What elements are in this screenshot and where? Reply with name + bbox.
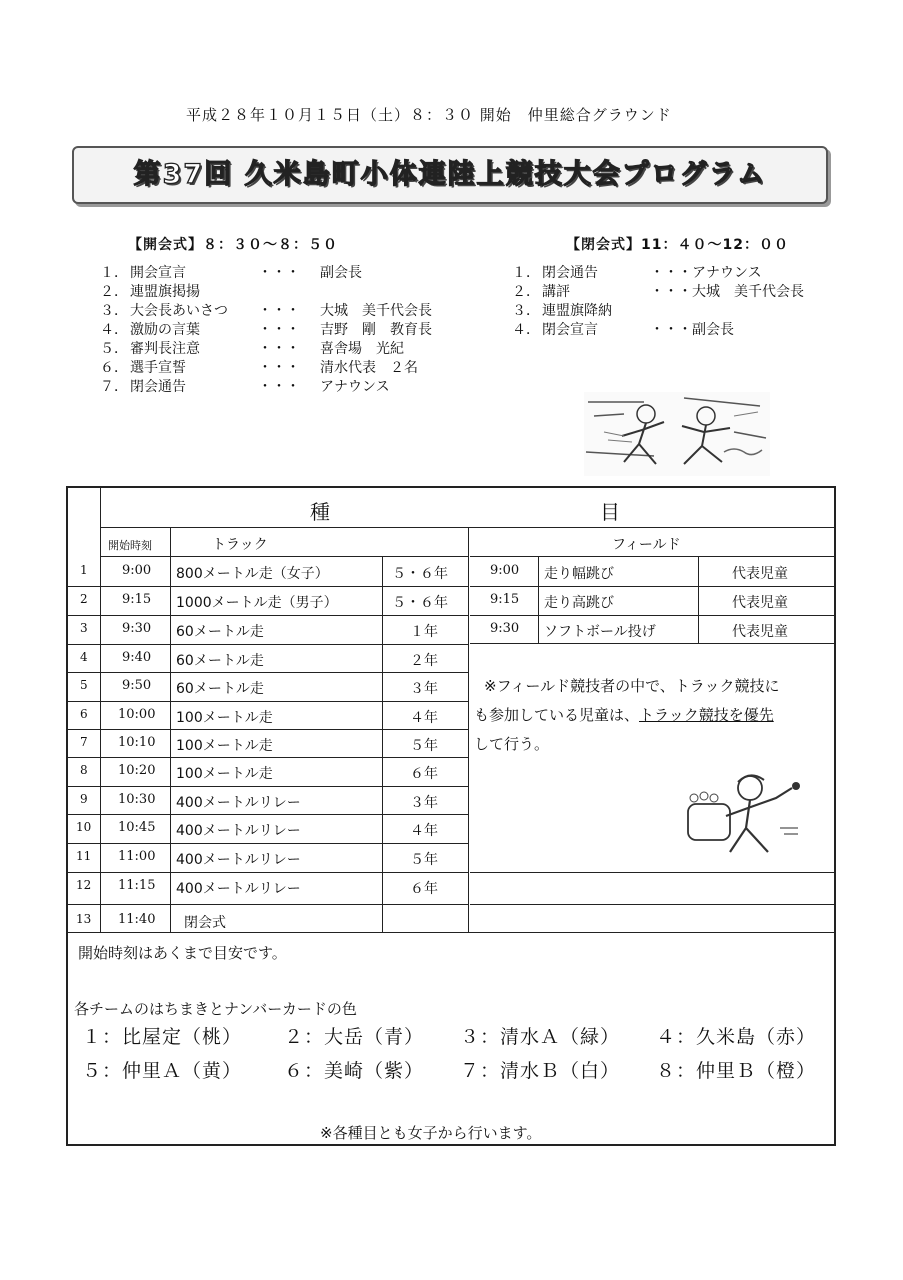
grid-line [468,527,469,932]
grid-line [470,556,835,557]
opening-item-dots: ・・・ [258,360,300,376]
ball-throw-illustration [680,768,810,860]
field-note-line2 [474,701,774,729]
closing-item-person: ・・・副会長 [650,322,734,338]
row-number: 7 [80,735,88,749]
opening-item [100,300,432,320]
track-event: 400メートルリレー [176,881,301,897]
field-note-line2-text: も参加している児童は、 [474,706,640,724]
track-time: 9:00 [122,563,152,578]
row-number: 2 [80,592,88,606]
field-time: 9:15 [490,592,520,607]
team-color-item: ４：久米島（赤） [656,1026,817,1048]
opening-item-person: 喜舎場 光紀 [320,341,404,357]
opening-item [100,281,320,301]
program-title: 第37回 久米島町小体連陸上競技大会プログラム [133,159,767,190]
team-color-item: ２：大岳（青） [284,1026,425,1048]
track-event: 400メートルリレー [176,823,301,839]
opening-item-name: 連盟旗掲揚 [130,284,200,300]
track-event: 800メートル走（女子） [176,566,329,582]
opening-item-number: ６． [100,360,128,376]
opening-item-number: ７． [100,379,128,395]
closing-item-name: 連盟旗降納 [542,303,612,319]
track-grade: ５年 [410,852,438,868]
opening-item-name: 閉会通告 [130,379,186,395]
grid-line [66,786,468,787]
field-time: 9:30 [490,621,520,636]
track-grade: ６年 [410,881,438,897]
team-color-item: １：比屋定（桃） [82,1026,243,1048]
row-number: 13 [76,912,92,926]
closing-item-number: ３． [512,303,540,319]
opening-item-dots: ・・・ [258,265,300,281]
title-banner [72,146,828,204]
opening-item [100,338,404,358]
grid-line [66,872,468,873]
opening-item-number: ５． [100,341,128,357]
closing-item-person: ・・・アナウンス [650,265,762,281]
track-event: 1000メートル走（男子） [176,595,338,611]
opening-item [100,357,418,377]
grid-line [470,643,835,644]
grid-line [66,757,468,758]
grid-line [470,872,835,873]
grid-line [470,904,835,905]
track-time: 10:45 [118,820,156,835]
opening-item-person: 副会長 [320,265,362,281]
field-event: ソフトボール投げ [544,624,656,640]
opening-item-name: 激励の言葉 [130,322,200,338]
grid-line [698,557,699,643]
relay-runners-illustration [584,392,770,476]
track-time: 10:00 [118,707,156,722]
field-event: 走り幅跳び [544,566,614,582]
track-time: 9:50 [122,678,152,693]
opening-item-person: アナウンス [320,379,390,395]
row-number: 1 [80,563,88,577]
track-grade: ６年 [410,766,438,782]
team-color-item: ６：美崎（紫） [284,1060,425,1082]
closing-item-name: 講評 [542,284,570,300]
closing-item [512,281,804,301]
track-time: 10:10 [118,735,156,750]
track-time: 11:15 [118,878,156,893]
grid-line [66,701,468,702]
row-number: 3 [80,621,88,635]
closing-ceremony-title: 【閉会式】11：４０～12：００ [566,237,789,253]
closing-item-number: １． [512,265,540,281]
col-track: トラック [212,537,268,553]
opening-item-dots: ・・・ [258,341,300,357]
track-grade: ５・６年 [392,595,448,611]
track-time: 9:30 [122,621,152,636]
opening-item-name: 開会宣言 [130,265,186,281]
opening-item-number: ３． [100,303,128,319]
closing-item-number: ４． [512,322,540,338]
grid-line [66,615,468,616]
row-number: 6 [80,707,88,721]
field-note-line3: して行う。 [474,735,550,753]
track-time: 10:30 [118,792,156,807]
track-time: 11:40 [118,912,156,927]
track-event: 100メートル走 [176,738,273,754]
opening-item-name: 大会長あいさつ [130,303,228,319]
col-start-time: 開始時刻 [108,539,152,552]
opening-item [100,262,362,282]
field-event: 走り高跳び [544,595,614,611]
track-event: 400メートルリレー [176,852,301,868]
field-participants: 代表児童 [732,566,788,582]
start-time-note: 開始時刻はあくまで目安です。 [78,944,287,962]
row-number: 12 [76,878,92,892]
field-participants: 代表児童 [732,595,788,611]
row-number: 5 [80,678,88,692]
grid-line [382,557,383,932]
track-grade: １年 [410,624,438,640]
opening-item-dots: ・・・ [258,322,300,338]
track-event: 400メートルリレー [176,795,301,811]
row-number: 8 [80,763,88,777]
row-number: 11 [76,849,92,863]
track-event: 閉会式 [184,915,226,931]
track-time: 9:40 [122,650,152,665]
track-grade: ５年 [410,738,438,754]
closing-item-name: 閉会宣言 [542,322,598,338]
grid-line [66,843,468,844]
opening-ceremony-title: 【開会式】８：３０～８：５０ [128,237,338,253]
track-event: 60メートル走 [176,653,264,669]
opening-item-name: 選手宣誓 [130,360,186,376]
opening-item-person: 大城 美千代会長 [320,303,432,319]
row-number: 4 [80,650,88,664]
closing-item [512,319,734,339]
field-note-line1: ※フィールド競技者の中で、トラック競技に [484,677,780,695]
field-participants: 代表児童 [732,624,788,640]
track-grade: ４年 [410,710,438,726]
track-grade: ３年 [410,681,438,697]
opening-item-person: 吉野 剛 教育長 [320,322,432,338]
grid-line [538,557,539,643]
opening-item-number: １． [100,265,128,281]
closing-item-name: 閉会通告 [542,265,598,281]
grid-line [66,644,468,645]
grid-line [66,586,468,587]
grid-line [66,904,468,905]
closing-item [512,262,762,282]
team-color-item: ７：清水Ｂ（白） [460,1060,621,1082]
grid-line [66,814,468,815]
table-head-left: 種 [310,500,330,524]
field-time: 9:00 [490,563,520,578]
track-grade: ２年 [410,653,438,669]
field-note-emphasis: トラック競技を優先 [639,706,774,724]
opening-item-dots: ・・・ [258,303,300,319]
track-grade: ５・６年 [392,566,448,582]
grid-line [100,556,468,557]
order-note: ※各種目とも女子から行います。 [320,1124,542,1142]
grid-line [66,932,836,933]
track-grade: ３年 [410,795,438,811]
opening-item [100,376,390,396]
opening-item [100,319,432,339]
team-color-item: ５：仲里Ａ（黄） [82,1060,243,1082]
closing-item-person: ・・・大城 美千代会長 [650,284,804,300]
opening-item-person: 清水代表 ２名 [320,360,418,376]
opening-item-dots: ・・・ [258,379,300,395]
grid-line [470,615,835,616]
track-grade: ４年 [410,823,438,839]
grid-line [66,672,468,673]
opening-item-number: ４． [100,322,128,338]
closing-item [512,300,650,320]
closing-item-number: ２． [512,284,540,300]
table-head-right: 目 [600,500,620,524]
grid-line [100,486,101,932]
track-event: 60メートル走 [176,624,264,640]
row-number: 9 [80,792,88,806]
col-field: フィールド [612,537,681,553]
track-event: 100メートル走 [176,766,273,782]
track-time: 10:20 [118,763,156,778]
team-color-item: ８：仲里Ｂ（橙） [656,1060,817,1082]
team-color-item: ３：清水Ａ（緑） [460,1026,621,1048]
grid-line [66,729,468,730]
track-time: 11:00 [118,849,156,864]
track-event: 60メートル走 [176,681,264,697]
grid-line [470,586,835,587]
team-color-title: 各チームのはちまきとナンバーカードの色 [74,1000,357,1018]
opening-item-number: ２． [100,284,128,300]
row-number: 10 [76,820,92,834]
opening-item-name: 審判長注意 [130,341,200,357]
track-event: 100メートル走 [176,710,273,726]
track-time: 9:15 [122,592,152,607]
event-date-venue: 平成２８年１０月１５日（土）８：３０ 開始 仲里総合グラウンド [186,106,672,124]
